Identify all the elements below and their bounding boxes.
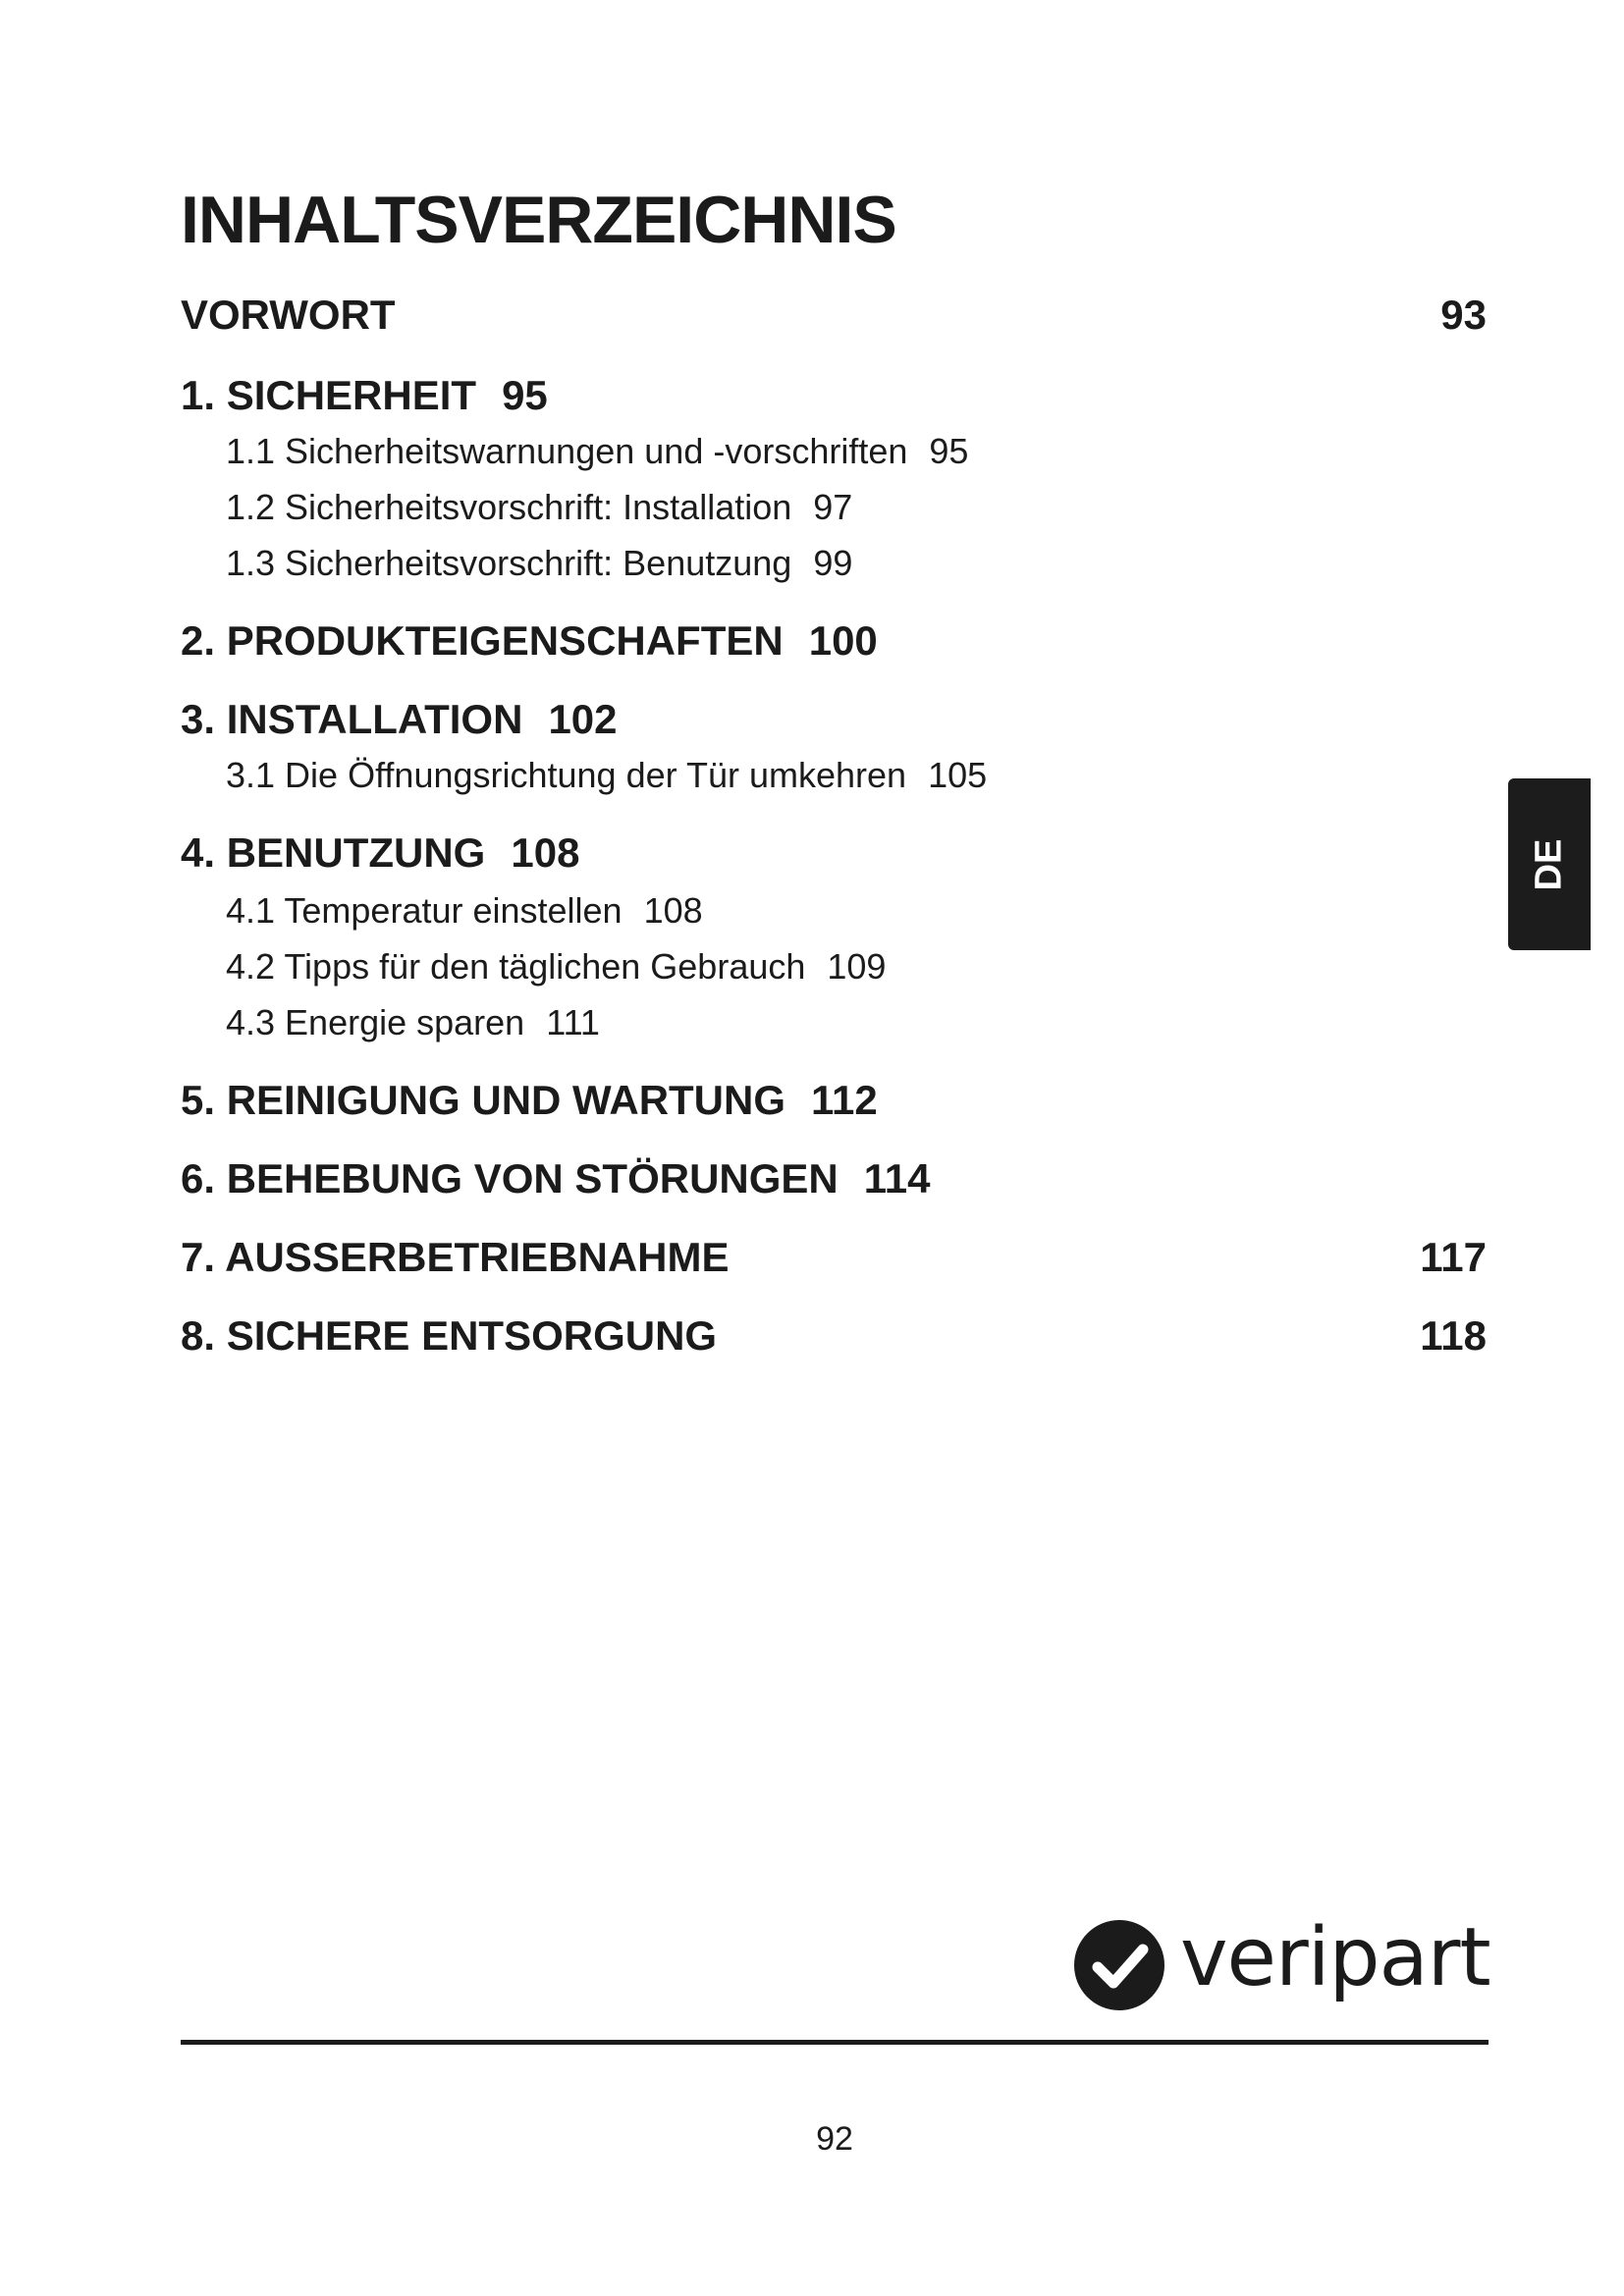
toc-entry-produkteigenschaften[interactable]: [181, 617, 1487, 664]
toc-subentry-4-2[interactable]: [226, 946, 887, 987]
language-tab: [1508, 778, 1591, 950]
toc-entry-stoerungen[interactable]: [181, 1155, 1487, 1201]
toc-subentry-4-1[interactable]: [226, 890, 703, 931]
toc-entry-page: 95: [929, 431, 969, 471]
toc-entry-label: 1.1 Sicherheitswarnungen und -vorschriften: [226, 431, 908, 471]
toc-subentry-1-1[interactable]: [226, 431, 969, 471]
toc-entry-page: 105: [928, 755, 988, 795]
toc-entry-page: 99: [813, 543, 853, 583]
toc-entry-page: 109: [827, 946, 887, 987]
toc-entry-benutzung[interactable]: [181, 829, 1487, 876]
toc-entry-label: 1.3 Sicherheitsvorschrift: Benutzung: [226, 543, 792, 583]
toc-entry-page: 93: [1440, 292, 1487, 338]
brand-logo: [1072, 1911, 1490, 2012]
toc-subentry-1-3[interactable]: [226, 543, 853, 583]
toc-entry-page: 108: [643, 890, 703, 931]
toc-entry-page: 117: [1420, 1234, 1487, 1280]
toc-entry-page: 102: [548, 696, 618, 742]
toc-entry-page: 108: [511, 829, 580, 876]
toc-entry-label: 4.2 Tipps für den täglichen Gebrauch: [226, 946, 806, 987]
toc-entry-label: 4. BENUTZUNG: [181, 829, 486, 876]
page-number: 92: [816, 2120, 853, 2158]
footer-divider: [181, 2040, 1489, 2045]
toc-entry-label: VORWORT: [181, 292, 396, 338]
toc-entry-label: 3. INSTALLATION: [181, 696, 523, 742]
brand-name: veripart: [1180, 1911, 1490, 2004]
language-tab-label: DE: [1528, 838, 1570, 890]
toc-entry-entsorgung[interactable]: [181, 1312, 1487, 1359]
toc-entry-label: 5. REINIGUNG UND WARTUNG: [181, 1077, 786, 1123]
toc-entry-label: 7. AUSSERBETRIEBNAHME: [181, 1234, 730, 1280]
toc-entry-label: 2. PRODUKTEIGENSCHAFTEN: [181, 617, 784, 664]
toc-entry-page: 97: [813, 487, 853, 527]
toc-entry-label: 4.1 Temperatur einstellen: [226, 890, 623, 931]
toc-entry-page: 95: [502, 372, 548, 418]
page-title: INHALTSVERZEICHNIS: [181, 183, 896, 257]
toc-entry-label: 6. BEHEBUNG VON STÖRUNGEN: [181, 1155, 839, 1201]
toc-subentry-4-3[interactable]: [226, 1002, 600, 1042]
check-circle-icon: [1072, 1918, 1166, 2012]
toc-entry-page: 100: [808, 617, 878, 664]
toc-entry-sicherheit[interactable]: [181, 372, 1487, 418]
toc-entry-reinigung[interactable]: [181, 1077, 1487, 1123]
toc-entry-installation[interactable]: [181, 696, 1487, 742]
toc-entry-page: 114: [863, 1155, 931, 1201]
toc-entry-page: 111: [546, 1002, 600, 1042]
toc-entry-label: 8. SICHERE ENTSORGUNG: [181, 1312, 718, 1359]
toc-entry-label: 1.2 Sicherheitsvorschrift: Installation: [226, 487, 792, 527]
toc-subentry-3-1[interactable]: [226, 755, 988, 795]
toc-entry-page: 112: [811, 1077, 878, 1123]
toc-entry-vorwort[interactable]: [181, 294, 1487, 336]
toc-entry-label: 4.3 Energie sparen: [226, 1002, 525, 1042]
toc-entry-label: 3.1 Die Öffnungsrichtung der Tür umkehren: [226, 755, 907, 795]
toc-entry-label: 1. SICHERHEIT: [181, 372, 477, 418]
toc-entry-ausserbetriebnahme[interactable]: [181, 1234, 1487, 1280]
toc-subentry-1-2[interactable]: [226, 487, 853, 527]
toc-entry-page: 118: [1420, 1312, 1487, 1359]
